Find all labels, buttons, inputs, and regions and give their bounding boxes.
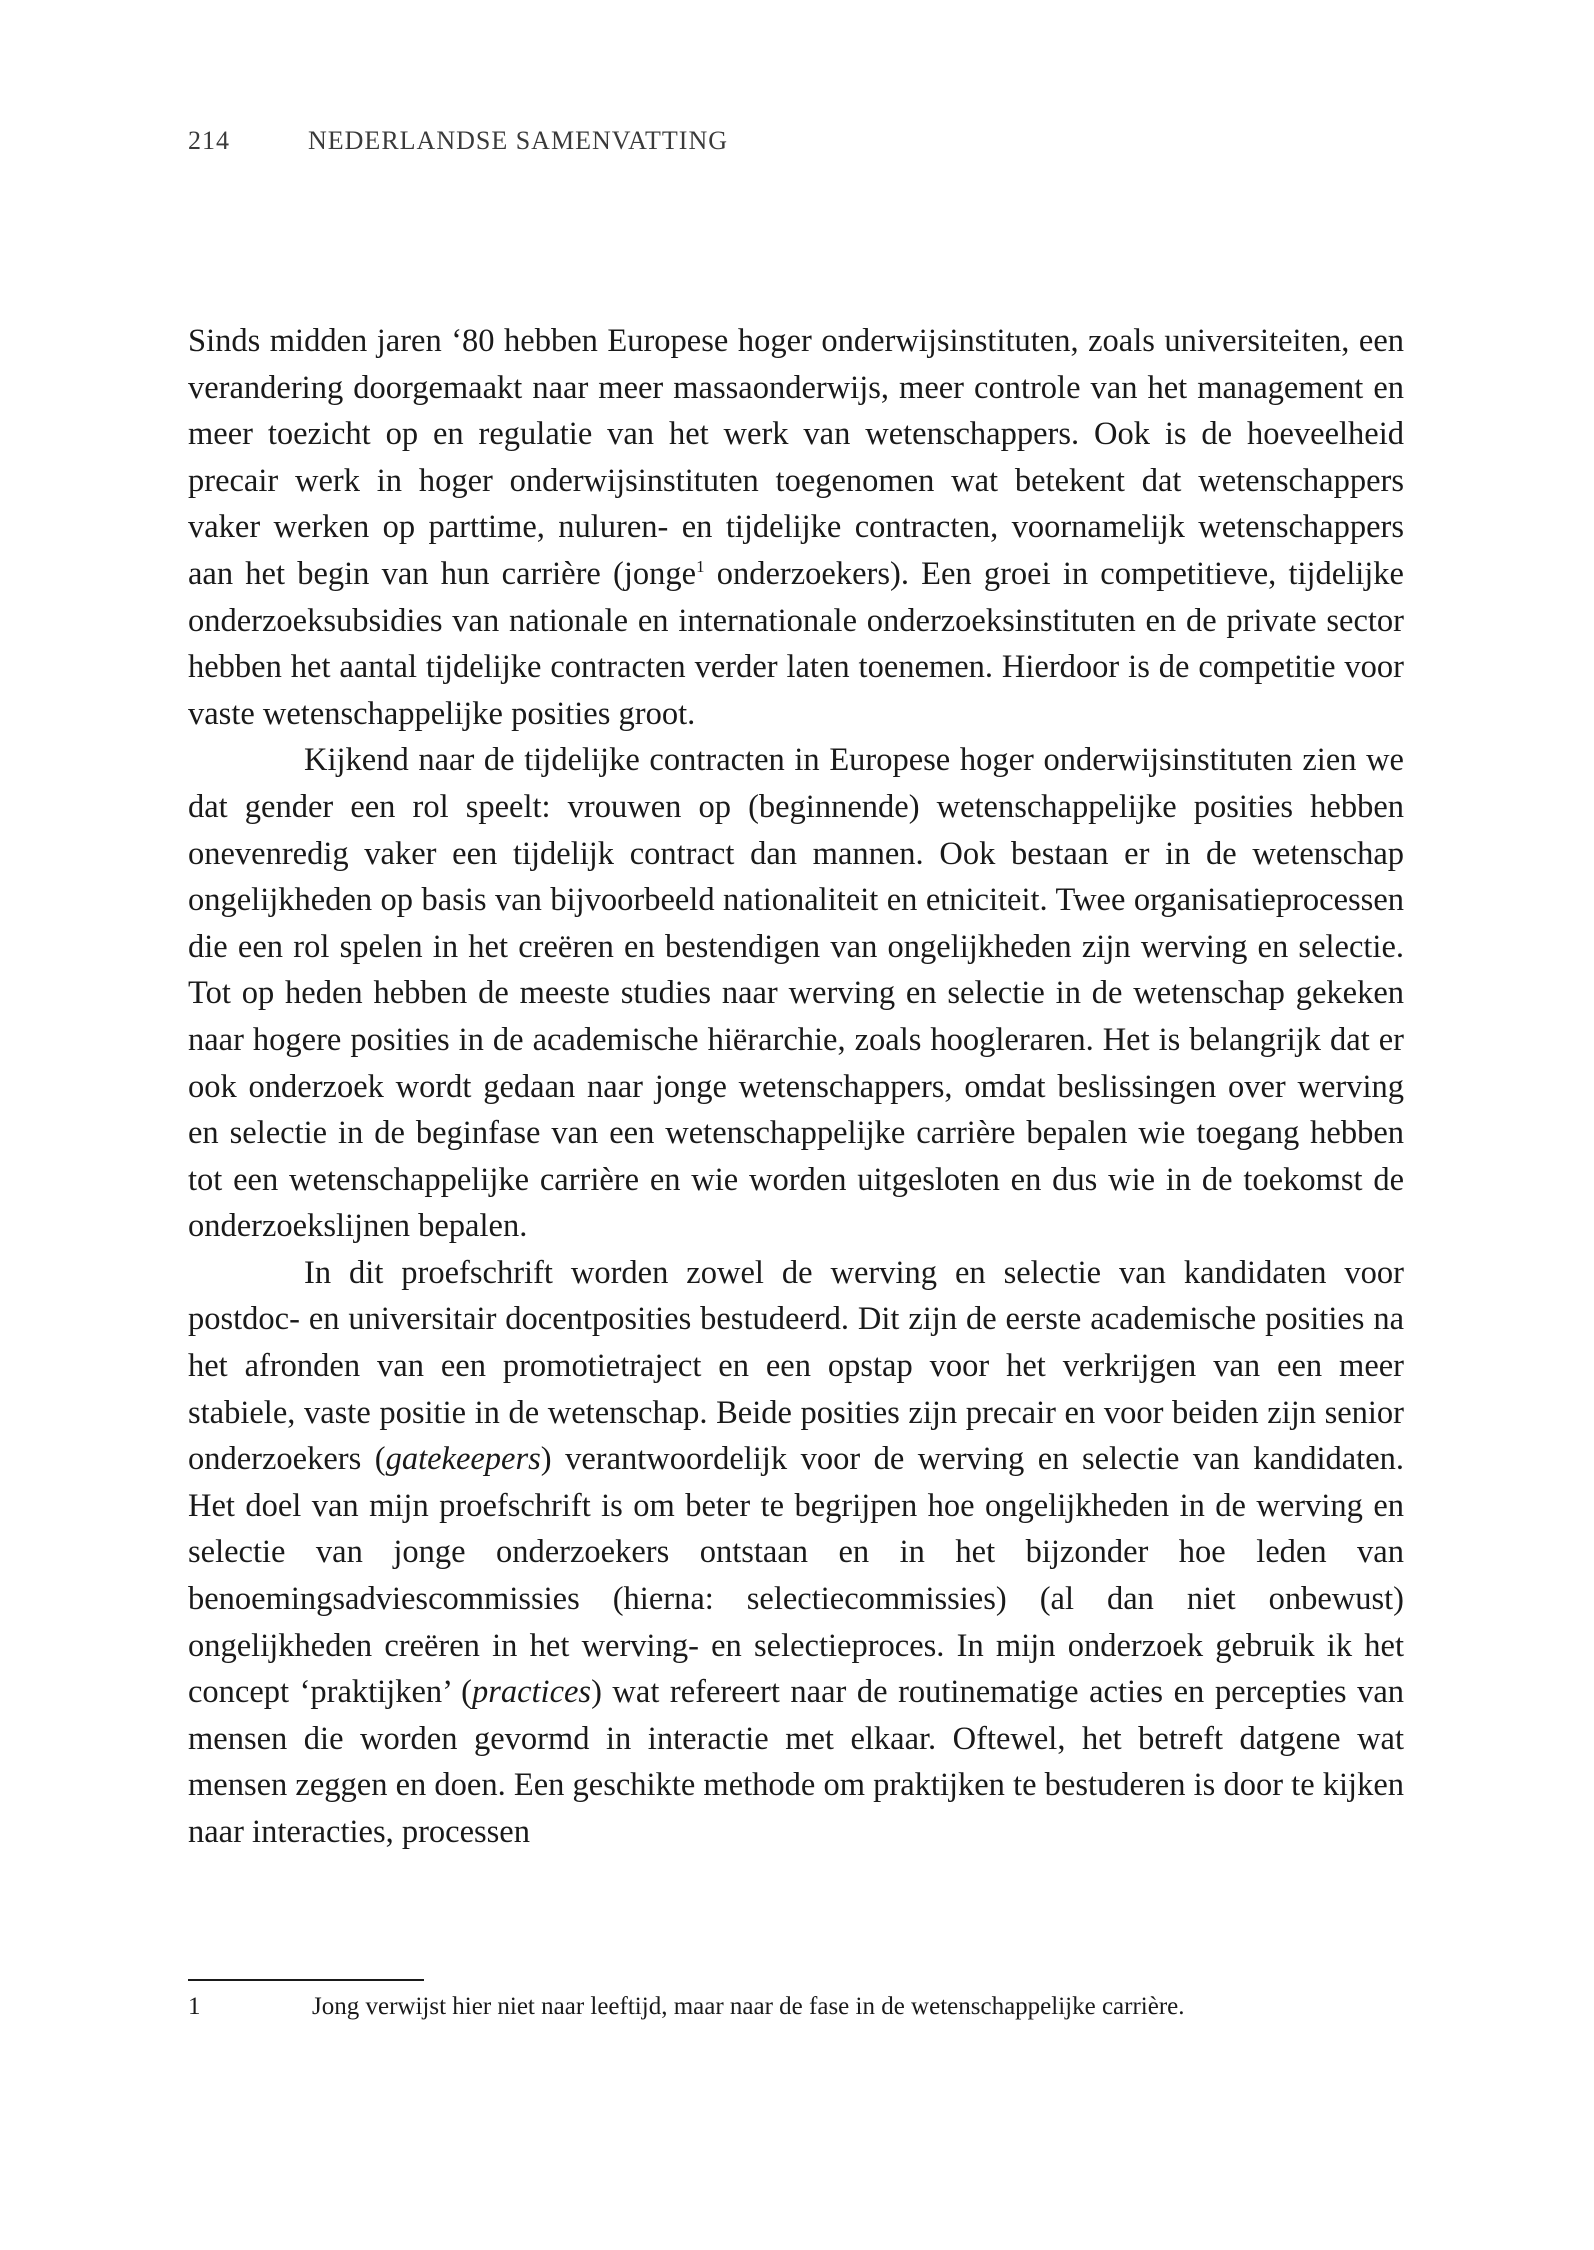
paragraph-3-text-c: ) wat refereert naar de routinematige acties en percepties van mensen die worden gevormd in interactie met elkaar. Oftewel, het betreft datgene wat mensen zeggen en doen. Een geschikte methode om praktijken te bestuderen is door te kijken naar interacties, processen xyxy=(188,1674,1404,1850)
footnote xyxy=(188,1990,1404,2024)
term-practices: practices xyxy=(471,1674,592,1711)
paragraph-3-text-b: ) verantwoordelijk voor de werving en selectie van kandidaten. Het doel van mijn proefschrift is om beter te begrijpen hoe ongelijkheden in de werving en selectie van jonge onderzoekers ontstaan en in het bijzonder hoe leden van benoemingsadviescommissies (hierna: selectiecommissies) (al dan niet onbewust) ongelijkheden creëren in het werving- en selectieproces. In mijn onderzoek gebruik ik het concept ‘praktijken’ ( xyxy=(188,1441,1404,1711)
paragraph-1-text-a: Sinds midden jaren ‘80 hebben Europese hoger onderwijsinstituten, zoals universiteiten, een verandering doorgemaakt naar meer massaonderwijs, meer controle van het management en meer toezicht op en regulatie van het werk van wetenschappers. Ook is de hoeveelheid precair werk in hoger onderwijsinstituten toegenomen wat betekent dat wetenschappers vaker werken op parttime, nuluren- en tijdelijke contracten, voornamelijk wetenschappers aan het begin van hun carrière (jonge xyxy=(188,323,1404,592)
footnote-reference: 1 xyxy=(696,557,705,577)
footnote-text: Jong verwijst hier niet naar leeftijd, maar naar de fase in de wetenschappelijke carrière. xyxy=(312,1993,1185,2020)
paragraph-3-text-a: In dit proefschrift worden zowel de werving en selectie van kandidaten voor postdoc- en universitair docentposities bestudeerd. Dit zijn de eerste academische posities na het afronden van een promotietraject en een opstap voor het verkrijgen van een meer stabiele, vaste positie in de wetenschap. Beide posities zijn precair en voor beiden zijn senior onderzoekers ( xyxy=(188,1254,1404,1478)
footnote-number: 1 xyxy=(188,1993,201,2020)
footnote-rule xyxy=(188,1979,424,1981)
running-header xyxy=(188,126,728,156)
paragraph-1-text-b: onderzoekers). Een groei in competitieve, tijdelijke onderzoeksubsidies van nationale en internationale onderzoeksinstituten en de private sector hebben het aantal tijdelijke contracten verder laten toenemen. Hierdoor is de competitie voor vaste wetenschappelijke posities groot. xyxy=(188,555,1404,732)
page-number: 214 xyxy=(188,126,230,155)
term-gatekeepers: gatekeepers xyxy=(385,1441,541,1478)
paragraph-3 xyxy=(188,1250,1404,1856)
body-text xyxy=(188,318,1404,1856)
chapter-title: NEDERLANDSE SAMENVATTING xyxy=(308,126,729,155)
paragraph-2: Kijkend naar de tijdelijke contracten in Europese hoger onderwijsinstituten zien we dat gender een rol speelt: vrouwen op (beginnende) wetenschappelijke posities hebben onevenredig vaker een tijdelijk contract dan mannen. Ook bestaan er in de wetenschap ongelijkheden op basis van bijvoorbeeld nationaliteit en etniciteit. Twee organisatieprocessen die een rol spelen in het creëren en bestendigen van ongelijkheden zijn werving en selectie. Tot op heden hebben de meeste studies naar werving en selectie in de wetenschap gekeken naar hogere posities in de academische hiërarchie, zoals hoogleraren. Het is belangrijk dat er ook onderzoek wordt gedaan naar jonge wetenschappers, omdat beslissingen over werving en selectie in de beginfase van een wetenschappelijke carrière bepalen wie toegang hebben tot een wetenschappelijke carrière en wie worden uitgesloten en dus wie in de toekomst de onderzoekslijnen bepalen. xyxy=(188,742,1404,1245)
paragraph-1 xyxy=(188,318,1404,737)
